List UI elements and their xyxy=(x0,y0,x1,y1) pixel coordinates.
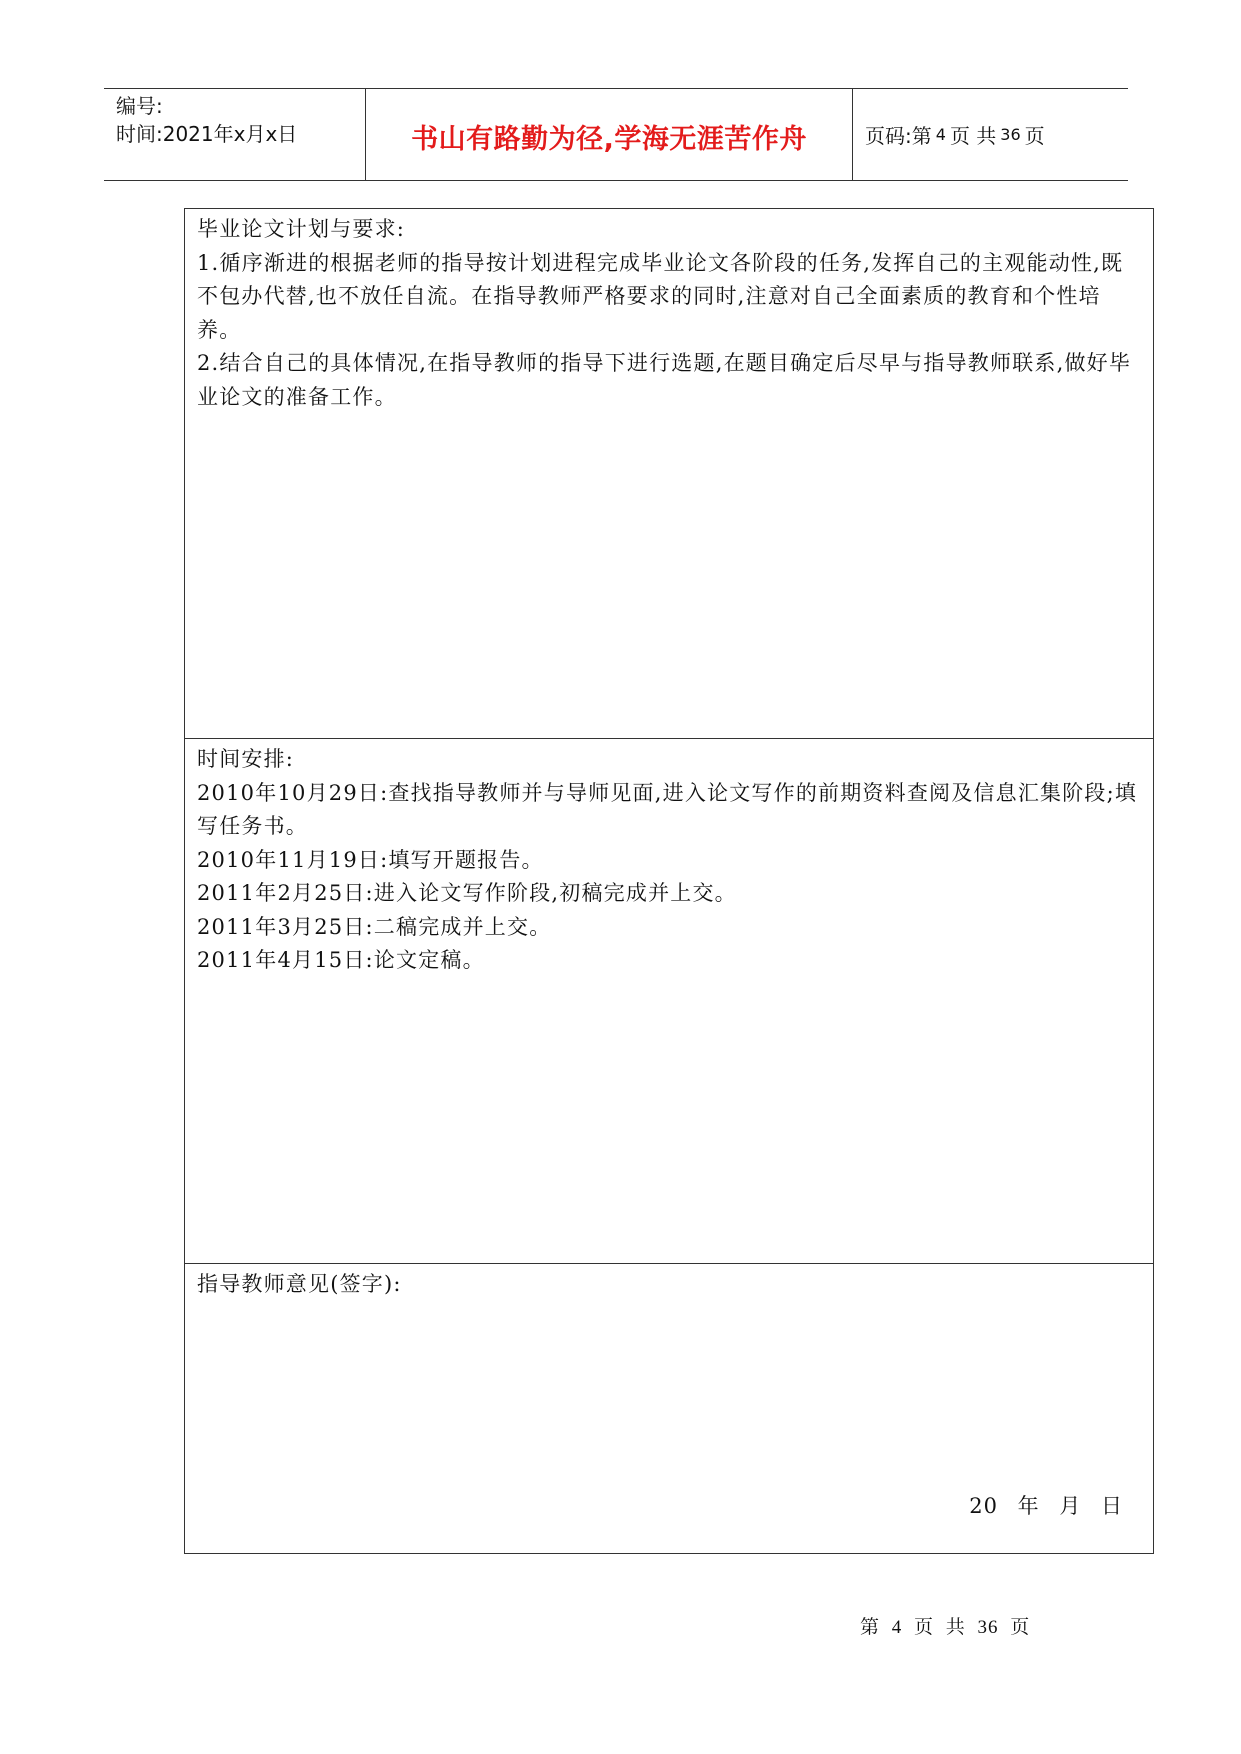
header-motto-cell xyxy=(366,89,853,180)
schedule-item: 2011年4月15日:论文定稿。 xyxy=(197,948,485,972)
header-meta xyxy=(104,89,366,180)
motto-text: 书山有路勤为径,学海无涯苦作舟 xyxy=(411,124,807,155)
advisor-heading: 指导教师意见(签字): xyxy=(197,1272,402,1296)
advisor-section xyxy=(185,1264,1153,1553)
page-footer: 第 4 页 共 36 页 xyxy=(860,1617,1031,1638)
schedule-item: 2010年11月19日:填写开题报告。 xyxy=(197,847,544,872)
schedule-heading: 时间安排: xyxy=(197,747,295,771)
header-page-info xyxy=(853,89,1128,180)
thesis-task-table xyxy=(184,208,1154,1554)
page-mid: 页 共 xyxy=(949,124,997,148)
page-number: 4 xyxy=(935,125,946,144)
signature-date-line: 20 年 月 日 xyxy=(969,1493,1123,1518)
schedule-section xyxy=(185,739,1153,1264)
plan-paragraph: 2.结合自己的具体情况,在指导教师的指导下进行选题,在题目确定后尽早与指导教师联系,做好毕业论文的准备工作。 xyxy=(197,351,1132,409)
plan-section xyxy=(185,209,1153,739)
schedule-item: 2011年3月25日:二稿完成并上交。 xyxy=(197,914,552,939)
schedule-item: 2010年10月29日:查找指导教师并与导师见面,进入论文写作的前期资料查阅及信息汇集阶段;填写任务书。 xyxy=(197,780,1138,838)
serial-label: 编号: xyxy=(116,94,163,118)
page-prefix: 页码:第 xyxy=(865,124,932,148)
time-label: 时间:2021年x月x日 xyxy=(116,122,298,146)
page-total: 36 xyxy=(1000,125,1021,144)
plan-paragraph: 1.循序渐进的根据老师的指导按计划进程完成毕业论文各阶段的任务,发挥自己的主观能动性,既不包办代替,也不放任自流。在指导教师严格要求的同时,注意对自己全面素质的教育和个性培养。 xyxy=(197,250,1124,342)
page-header xyxy=(104,88,1128,181)
plan-heading: 毕业论文计划与要求: xyxy=(197,217,406,241)
schedule-item: 2011年2月25日:进入论文写作阶段,初稿完成并上交。 xyxy=(197,881,737,905)
page-suffix: 页 xyxy=(1024,124,1045,148)
